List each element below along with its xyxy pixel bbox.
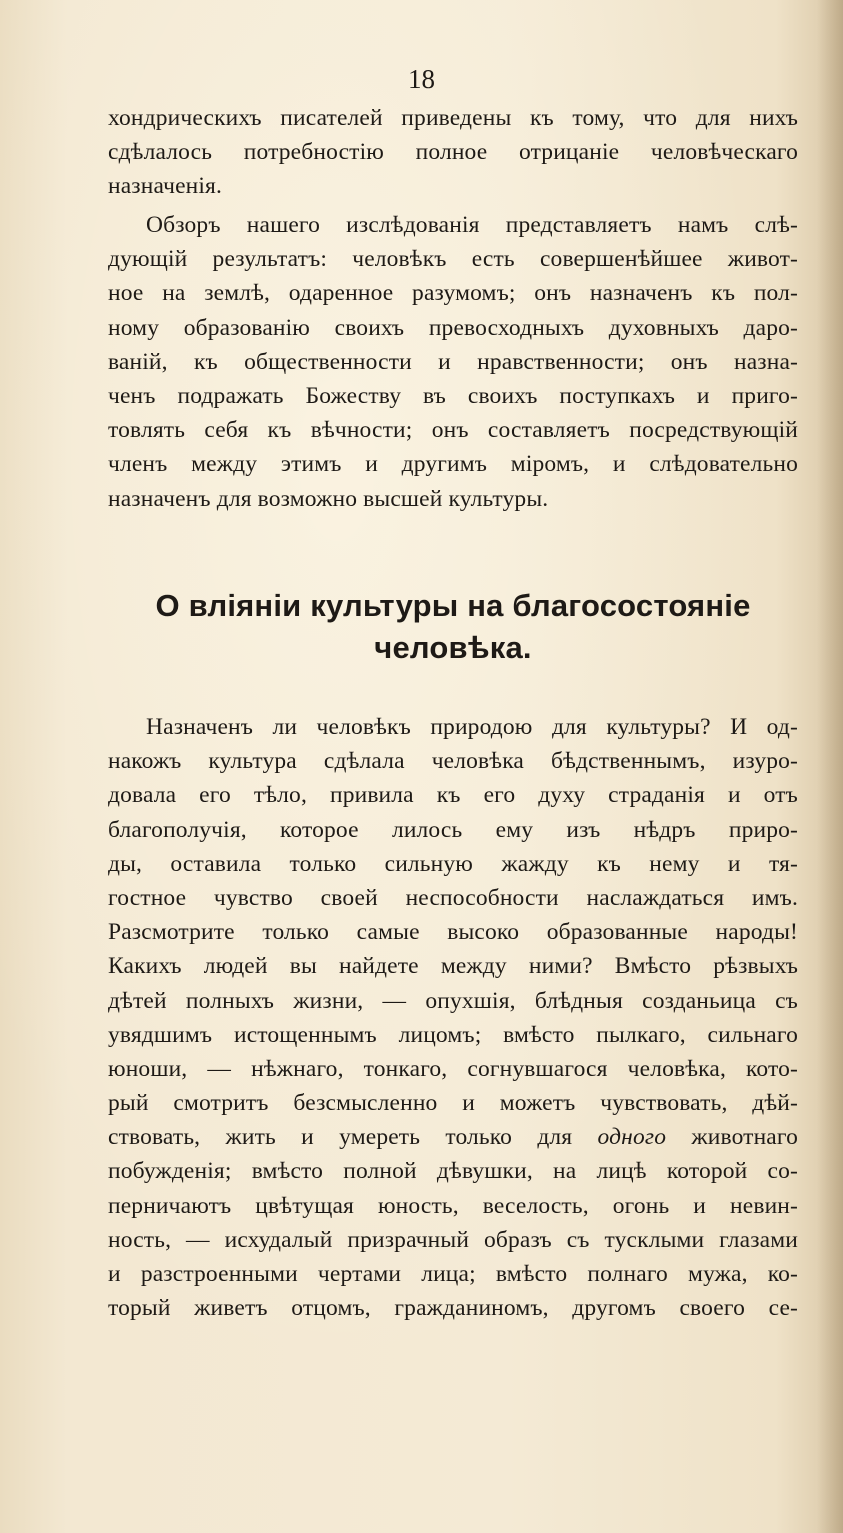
italic-emphasis: одного (597, 1124, 667, 1151)
text-line: Назначенъ ли человѣкъ природою для культуры? И од- (146, 714, 798, 740)
text-line: Разсмотрите только самые высоко образованные народы! (108, 919, 798, 946)
text-line: и разстроенными чертами лица; вмѣсто полнаго мужа, ко- (108, 1261, 798, 1287)
text-line: накожъ культура сдѣлала человѣка бѣдственнымъ, изуро- (108, 748, 798, 775)
text-line: членъ между этимъ и другимъ міромъ, и слѣдовательно (108, 451, 798, 478)
text-line: ному образованію своихъ превосходныхъ духовныхъ даро- (108, 314, 798, 341)
section-heading (108, 585, 798, 669)
section-heading-line: человѣка. (374, 630, 532, 665)
text-line: назначенъ для возможно высшей культуры. (108, 485, 549, 512)
text-line: ченъ подражать Божеству въ своихъ поступкахъ и приго- (108, 382, 798, 409)
paragraph-body (108, 710, 798, 1325)
section-heading-line: О вліяніи культуры на благосостояніе (155, 588, 751, 623)
text-line: довала его тѣло, привила къ его духу страданія и отъ (108, 782, 798, 809)
text-line: побужденія; вмѣсто полной дѣвушки, на лицѣ которой со- (108, 1158, 798, 1185)
text-line: гостное чувство своей неспособности наслаждаться имъ. (108, 884, 798, 911)
text-line: ды, оставила только сильную жажду къ нему и тя- (108, 850, 798, 877)
text-line: Какихъ людей вы найдете между ними? Вмѣсто рѣзвыхъ (108, 953, 798, 980)
text-line: хондрическихъ писателей приведены къ тому, что для нихъ (108, 105, 798, 131)
text-line: юноши, — нѣжнаго, тонкаго, согнувшагося человѣка, кото- (108, 1055, 798, 1082)
text-segment: животнаго (691, 1124, 798, 1151)
text-line: дѣтей полныхъ жизни, — опухшія, блѣдныя созданьица съ (108, 987, 798, 1014)
paragraph-continuation (108, 101, 798, 204)
text-line: назначенія. (108, 173, 223, 200)
text-segment: ствовать, жить и умереть только для (108, 1124, 573, 1151)
text-line: товлять себя къ вѣчности; онъ составляетъ посредствующій (108, 417, 798, 444)
page-number: 18 (408, 64, 435, 94)
text-line: благополучія, которое лилось ему изъ нѣдръ приро- (108, 816, 798, 843)
text-line: сдѣлалось потребностію полное отрицаніе человѣческаго (108, 139, 798, 166)
text-line: увядшимъ истощеннымъ лицомъ; вмѣсто пылкаго, сильнаго (108, 1021, 798, 1048)
text-line: Обзоръ нашего изслѣдованія представляетъ намъ слѣ- (146, 212, 798, 238)
page-gutter-shadow (817, 0, 843, 1533)
text-line: торый живетъ отцомъ, гражданиномъ, другомъ своего се- (108, 1295, 798, 1322)
text-line: ное на землѣ, одаренное разумомъ; онъ назначенъ къ пол- (108, 280, 798, 307)
paragraph-summary (108, 208, 798, 516)
text-line: дующій результатъ: человѣкъ есть совершенѣйшее живот- (108, 246, 798, 273)
text-line: рый смотритъ безсмысленно и можетъ чувствовать, дѣй- (108, 1090, 798, 1117)
text-line: ваній, къ общественности и нравственности; онъ назна- (108, 348, 798, 375)
text-line: перничаютъ цвѣтущая юность, веселость, огонь и невин- (108, 1192, 798, 1219)
text-line: ность, — исхудалый призрачный образъ съ тусклыми глазами (108, 1226, 798, 1253)
text-line-with-italic (108, 1120, 798, 1154)
